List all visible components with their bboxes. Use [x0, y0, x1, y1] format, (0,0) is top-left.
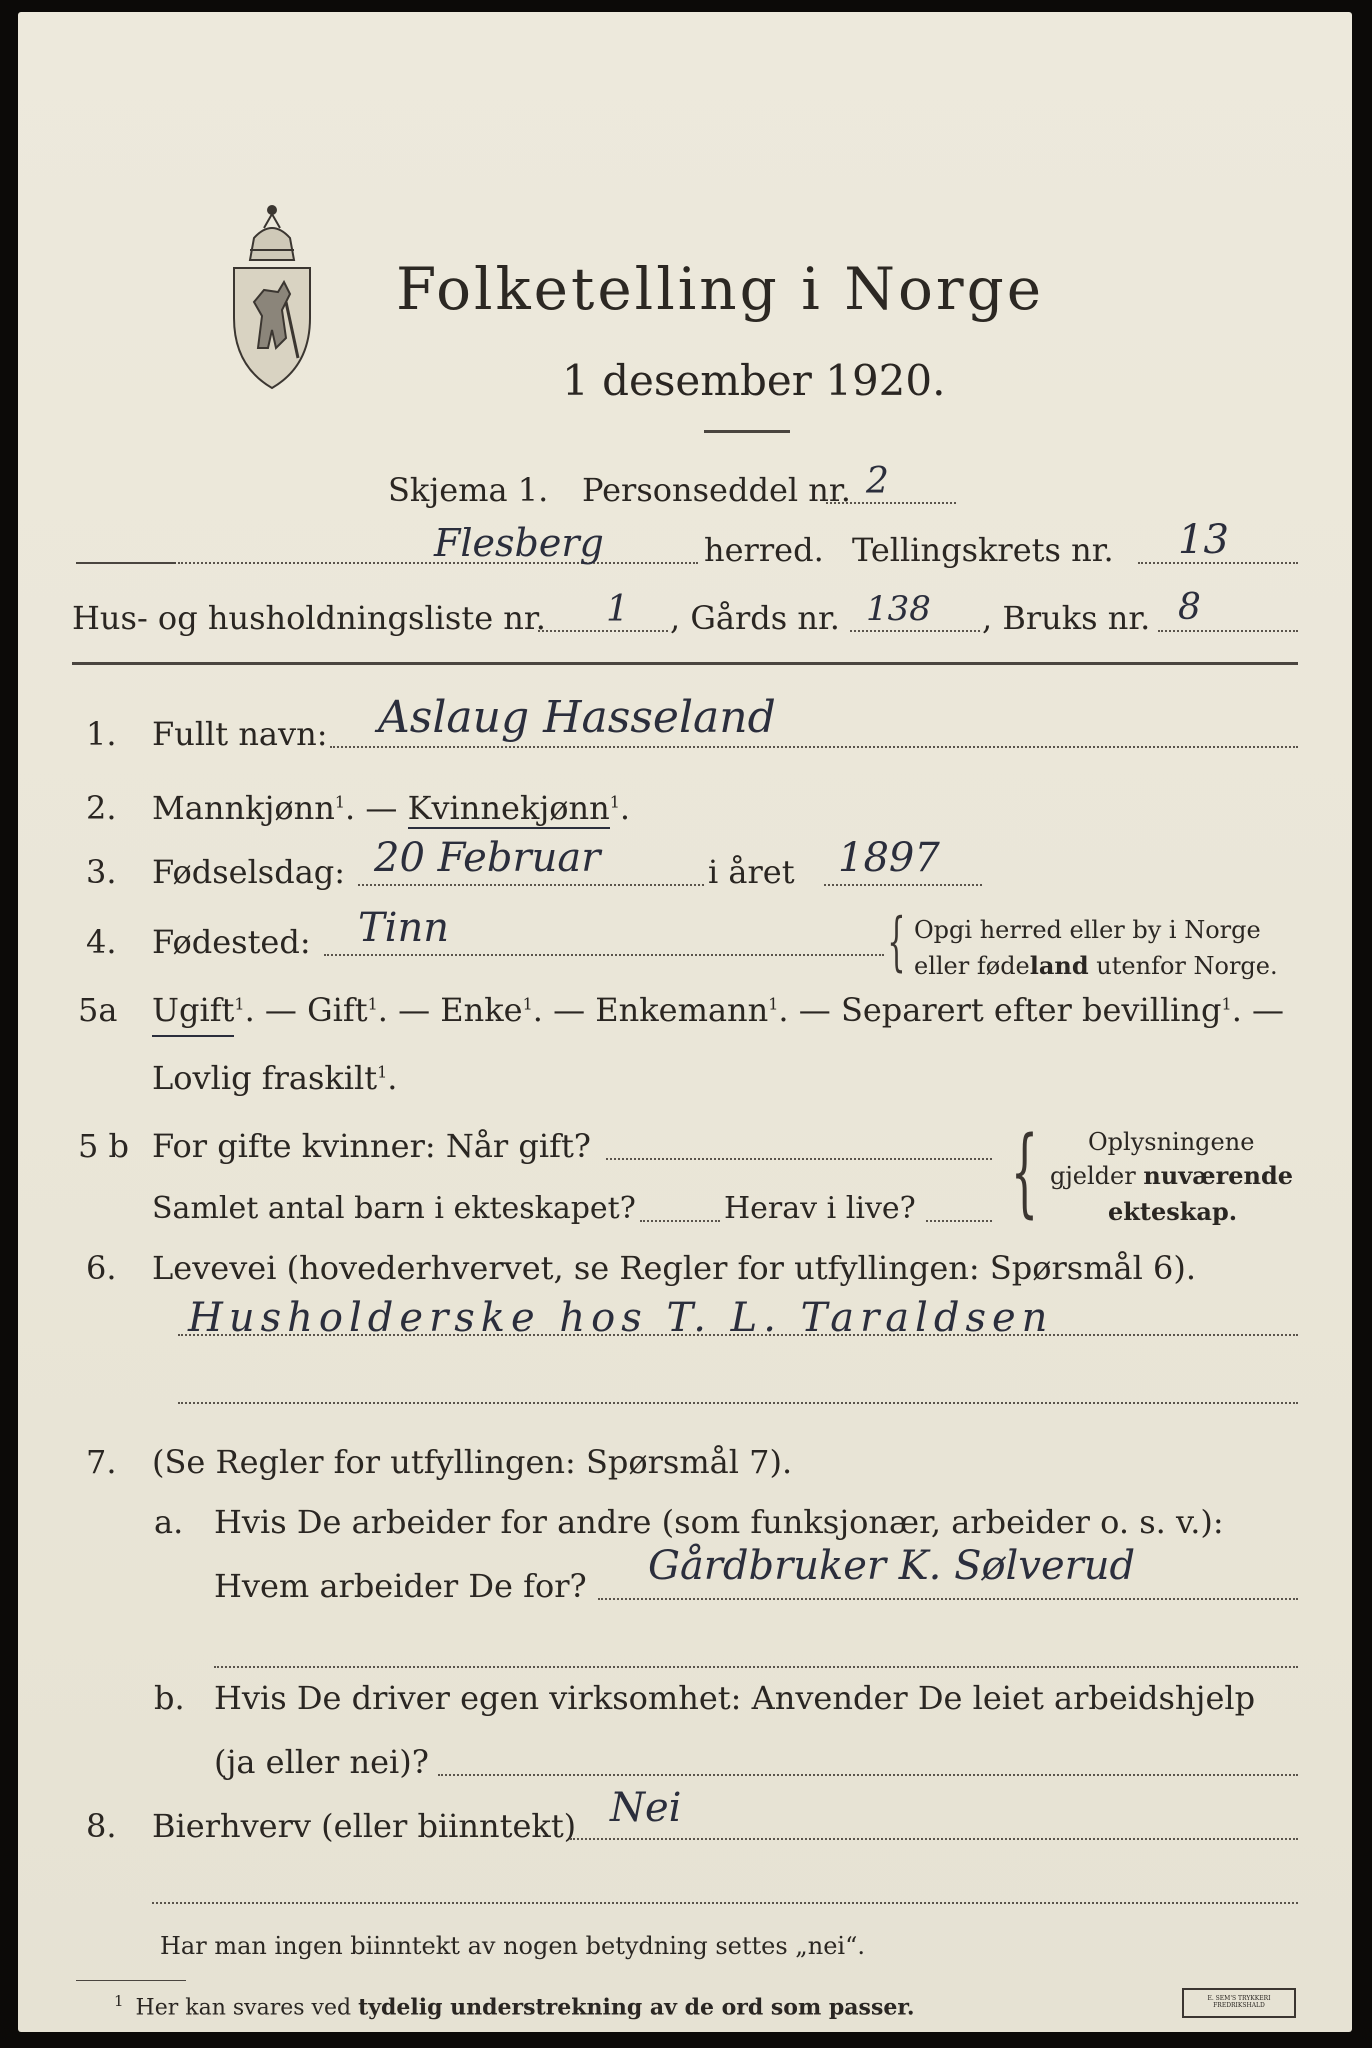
- q2-gender-options: Mannkjønn$^1$. — Kvinnekjønn$^1$.: [152, 789, 631, 827]
- q5b-live-label: Herav i live?: [724, 1191, 916, 1226]
- q6-label: Levevei (hovederhvervet, se Regler for utfyllingen: Spørsmål 6).: [152, 1249, 1197, 1287]
- q7a-letter: a.: [154, 1503, 184, 1541]
- title-rule: [704, 430, 790, 433]
- q1-number: 1.: [86, 715, 117, 753]
- q4-note-line1: Opgi herred eller by i Norge: [914, 916, 1261, 944]
- footer-note: Har man ingen biinntekt av nogen betydning settes „nei“.: [160, 1932, 865, 1960]
- q5b-note2: gjelder nuværende: [1050, 1161, 1294, 1190]
- husliste-value: 1: [606, 589, 629, 630]
- form-title: Folketelling i Norge: [396, 255, 1045, 323]
- gards-value: 138: [866, 589, 931, 629]
- q5a-marital-options: Ugift$^1$. — Gift$^1$. — Enke$^1$. — Enkemann$^1$. — Separert efter bevilling$^1$. —: [152, 994, 1284, 1026]
- q8-label: Bierhverv (eller biinntekt): [152, 1807, 577, 1845]
- q2-number: 2.: [86, 789, 117, 827]
- q1-full-name-value: Aslaug Hasseland: [378, 692, 776, 743]
- q3-number: 3.: [86, 853, 117, 891]
- q5b-note1: Oplysningene: [1088, 1128, 1255, 1156]
- herred-label: herred.: [704, 531, 824, 569]
- form-date: 1 desember 1920.: [562, 356, 946, 405]
- q3-birthday-value: 20 Februar: [374, 835, 601, 881]
- q7b-text: Hvis De driver egen virksomhet: Anvender De leiet arbeidshjelp: [214, 1679, 1256, 1717]
- q5a-number: 5a: [78, 991, 118, 1029]
- q7a-text: Hvis De arbeider for andre (som funksjonær, arbeider o. s. v.):: [214, 1503, 1224, 1541]
- q5a-ugift: Ugift: [152, 991, 234, 1037]
- q4-note-line2: eller fødeland utenfor Norge.: [914, 951, 1278, 980]
- q7-label: (Se Regler for utfyllingen: Spørsmål 7).: [152, 1443, 793, 1481]
- q3-year-value: 1897: [838, 835, 940, 881]
- q3-label: Fødselsdag:: [152, 853, 346, 891]
- gards-label: , Gårds nr.: [670, 599, 840, 637]
- q7-number: 7.: [86, 1443, 117, 1481]
- husliste-label: Hus- og husholdningsliste nr.: [72, 599, 546, 637]
- q5b-gift-label: For gifte kvinner: Når gift?: [152, 1127, 591, 1165]
- bruks-value: 8: [1178, 587, 1201, 628]
- q8-number: 8.: [86, 1807, 117, 1845]
- herred-value: Flesberg: [434, 521, 604, 565]
- q1-label: Fullt navn:: [152, 715, 328, 753]
- q5b-note-brace: {: [1010, 1116, 1039, 1228]
- q5b-barn-label: Samlet antal barn i ekteskapet?: [152, 1191, 636, 1226]
- q7a-who-label: Hvem arbeider De for?: [214, 1567, 587, 1605]
- skjema-label: Skjema 1.: [388, 471, 549, 509]
- q4-number: 4.: [86, 923, 117, 961]
- q4-note-brace: {: [887, 905, 906, 979]
- footnote: $^1$ Her kan svares ved tydelig understrekning av de ord som passer.: [114, 1992, 915, 2021]
- printer-stamp: E. SEM'S TRYKKERI FREDRIKSHALD: [1182, 1988, 1296, 2018]
- q4-label: Fødested:: [152, 923, 311, 961]
- q4-birthplace-value: Tinn: [358, 905, 449, 951]
- q3-year-label: i året: [708, 853, 795, 891]
- census-form-page: [18, 12, 1352, 2032]
- tellingskrets-label: Tellingskrets nr.: [852, 531, 1114, 569]
- q6-number: 6.: [86, 1249, 117, 1287]
- q7b-letter: b.: [154, 1679, 185, 1717]
- q7a-employer-value: Gårdbruker K. Sølverud: [648, 1543, 1136, 1589]
- q2-mannkjonn: Mannkjønn: [152, 789, 335, 827]
- q7b-sub: (ja eller nei)?: [214, 1743, 429, 1781]
- q5a-lovlig-fraskilt: Lovlig fraskilt$^1$.: [152, 1059, 398, 1097]
- q5b-number: 5 b: [78, 1127, 130, 1165]
- q2-kvinnekjonn: Kvinnekjønn: [407, 789, 610, 827]
- personseddel-label: Personseddel nr.: [582, 471, 851, 509]
- section-divider: [72, 662, 1298, 665]
- personseddel-value: 2: [866, 461, 889, 502]
- q5b-note3: ekteskap.: [1108, 1197, 1238, 1226]
- q6-occupation-value: Husholderske hos T. L. Taraldsen: [188, 1295, 1054, 1341]
- norwegian-coat-of-arms-icon: [224, 198, 320, 398]
- q8-value: Nei: [610, 1785, 682, 1831]
- tellingskrets-value: 13: [1178, 517, 1229, 563]
- bruks-label: , Bruks nr.: [982, 599, 1151, 637]
